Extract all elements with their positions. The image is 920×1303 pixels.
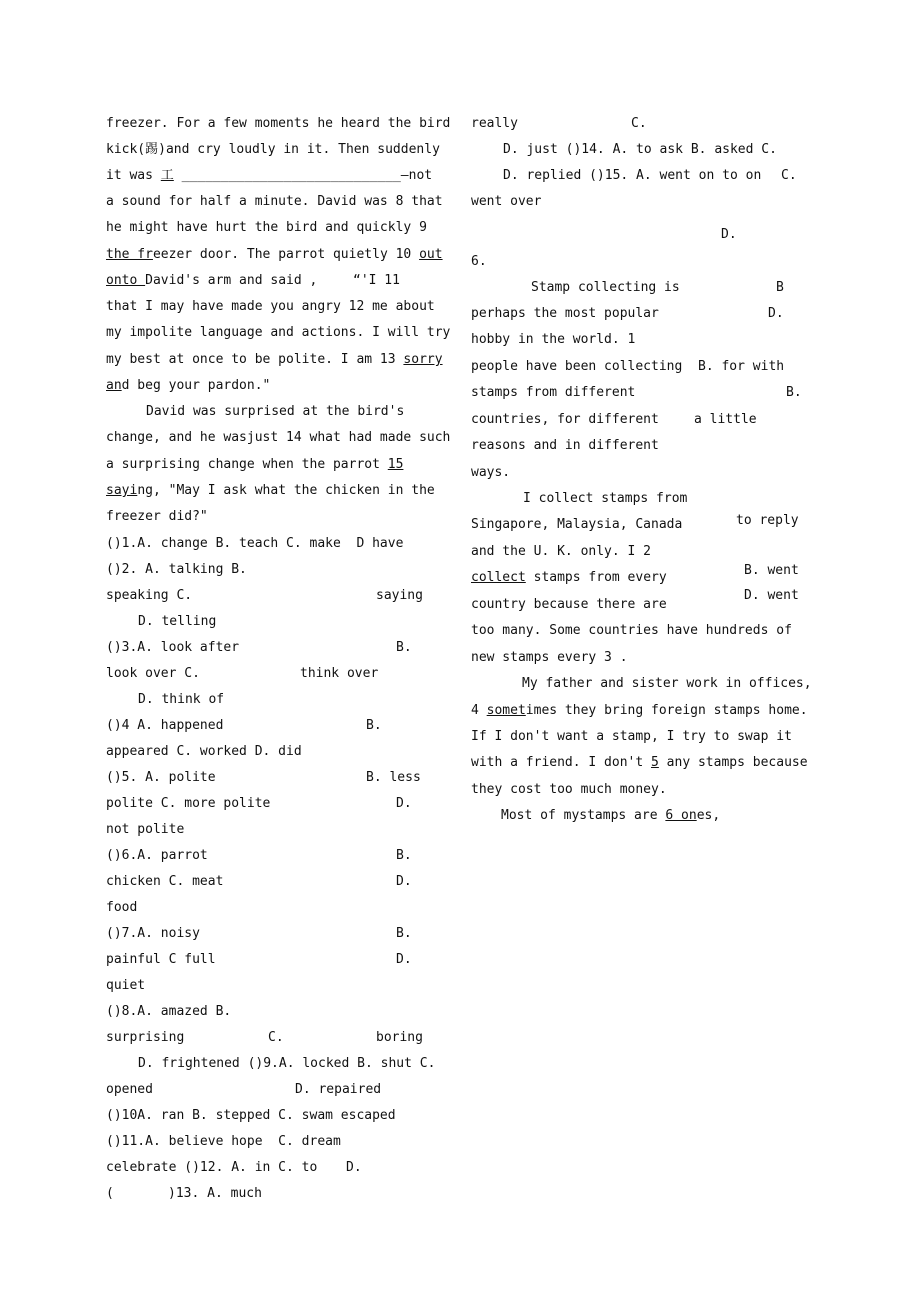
blank-line: ____________________________ xyxy=(181,168,401,183)
option-line: surprising xyxy=(106,1030,185,1045)
passage-line: ways. xyxy=(471,465,511,480)
passage-line: If I don't want a stamp, I try to swap it xyxy=(471,729,792,744)
section-number: 6. xyxy=(471,254,487,269)
option-line: polite C. more polite xyxy=(106,796,271,811)
option-line: painful C full xyxy=(106,952,216,967)
option-line: opened xyxy=(106,1082,153,1097)
underlined-text: onto xyxy=(106,273,146,288)
passage-text: with a friend. I don't xyxy=(471,755,652,770)
passage-line xyxy=(106,377,270,395)
option-line: really xyxy=(471,116,518,131)
passage-line: country because there are xyxy=(471,597,667,612)
option-line: B. xyxy=(786,385,802,400)
passage-line: freezer did?" xyxy=(106,509,208,524)
option-line: ()2. A. talking B. xyxy=(106,562,247,577)
option-line: a little xyxy=(694,412,757,427)
passage-line xyxy=(106,482,435,500)
passage-line: countries, for different xyxy=(471,412,659,427)
passage-line xyxy=(471,702,808,720)
passage-line xyxy=(471,754,808,772)
passage-line: hobby in the world. 1 xyxy=(471,332,636,347)
passage-text: my best at once to be polite. I am 13 xyxy=(106,352,404,367)
passage-text: —not xyxy=(400,168,433,183)
passage-text: imes they bring foreign stamps home. xyxy=(525,703,808,718)
passage-line: reasons and in different xyxy=(471,438,659,453)
passage-line: Singapore, Malaysia, Canada xyxy=(471,517,683,532)
underlined-text: 6 on xyxy=(665,808,697,823)
option-line: D. replied ()15. A. went on to on xyxy=(503,168,762,183)
option-line: D. xyxy=(396,874,412,889)
underlined-text: out xyxy=(419,247,443,262)
option-line: to reply xyxy=(736,513,799,528)
option-line: look over C. xyxy=(106,666,200,681)
option-line: D. went xyxy=(744,588,799,603)
passage-line: My father and sister work in offices, xyxy=(522,676,812,691)
option-line: B. for with xyxy=(698,359,785,374)
option-line: appeared C. worked D. did xyxy=(106,744,302,759)
option-line: speaking C. xyxy=(106,588,193,603)
option-line: ()8.A. amazed B. xyxy=(106,1004,232,1019)
option-line: C. xyxy=(781,168,797,183)
underlined-text: 15 xyxy=(387,457,404,472)
passage-line: they cost too much money. xyxy=(471,782,667,797)
option-line: C. xyxy=(268,1030,284,1045)
underlined-text: somet xyxy=(486,703,526,718)
passage-line: I collect stamps from xyxy=(523,491,688,506)
option-line: D. just ()14. A. to ask B. asked C. xyxy=(503,142,777,157)
option-line: B. xyxy=(396,848,412,863)
passage-line: freezer. For a few moments he heard the bird xyxy=(106,116,451,131)
passage-line xyxy=(471,569,667,587)
passage-text: stamps from every xyxy=(525,570,667,585)
underlined-text: collect xyxy=(471,570,526,585)
passage-line: that I may have made you angry 12 me about xyxy=(106,299,435,314)
option-line: D. xyxy=(396,952,412,967)
option-line: food xyxy=(106,900,138,915)
passage-mark: 工 xyxy=(160,168,174,183)
passage-line: perhaps the most popular xyxy=(471,306,659,321)
passage-line xyxy=(501,807,720,825)
passage-text: any stamps because xyxy=(658,755,808,770)
option-line: B xyxy=(776,280,784,295)
option-line: D. xyxy=(346,1160,362,1175)
passage-text: Most of mystamps are xyxy=(501,808,666,823)
option-line: chicken C. meat xyxy=(106,874,224,889)
passage-line xyxy=(106,272,317,290)
passage-line: a sound for half a minute. David was 8 that xyxy=(106,194,443,209)
passage-line: new stamps every 3 . xyxy=(471,650,628,665)
passage-line xyxy=(106,456,403,474)
passage-text: “'I 11 xyxy=(353,273,400,288)
option-line: B. xyxy=(396,640,412,655)
option-line: boring xyxy=(376,1030,423,1045)
option-line: celebrate ()12. A. in C. to xyxy=(106,1160,318,1175)
option-line: ()7.A. noisy xyxy=(106,926,200,941)
passage-line: too many. Some countries have hundreds of xyxy=(471,623,792,638)
option-line: D. frightened ()9.A. locked B. shut C. xyxy=(138,1056,436,1071)
underlined-text: sayi xyxy=(106,483,138,498)
passage-line: and the U. K. only. I 2 xyxy=(471,544,652,559)
passage-line: Stamp collecting is xyxy=(531,280,680,295)
option-line: )13. A. much xyxy=(168,1186,262,1201)
passage-text: a surprising change when the parrot xyxy=(106,457,388,472)
option-line: ()4 A. happened xyxy=(106,718,224,733)
option-line: ()5. A. polite xyxy=(106,770,216,785)
passage-line: David was surprised at the bird's xyxy=(146,404,405,419)
passage-line: people have been collecting xyxy=(471,359,683,374)
underlined-text: sorry xyxy=(403,352,443,367)
option-line: D. xyxy=(768,306,784,321)
option-line: D. xyxy=(721,227,737,242)
option-line: ()6.A. parrot xyxy=(106,848,208,863)
underlined-text: 5 xyxy=(651,755,659,770)
option-line: B. xyxy=(396,926,412,941)
option-line: ()3.A. look after xyxy=(106,640,240,655)
passage-text: it was xyxy=(106,168,153,183)
passage-text: d beg your pardon." xyxy=(121,378,271,393)
option-line: B. went xyxy=(744,563,799,578)
underlined-text: the fr xyxy=(106,247,153,262)
option-line: ()1.A. change B. teach C. make D have xyxy=(106,536,404,551)
option-line: saying xyxy=(376,588,423,603)
passage-text: ng, "May I ask what the chicken in the xyxy=(137,483,435,498)
passage-line xyxy=(106,167,432,185)
passage-line xyxy=(106,246,443,264)
option-line: went over xyxy=(471,194,542,209)
option-line: think over xyxy=(300,666,379,681)
passage-line xyxy=(106,351,443,369)
underlined-text: an xyxy=(106,378,122,393)
passage-text: eezer door. The parrot quietly 10 xyxy=(152,247,420,262)
option-line: ()11.A. believe hope C. dream xyxy=(106,1134,341,1149)
passage-line: he might have hurt the bird and quickly 9 xyxy=(106,220,427,235)
option-line: C. xyxy=(631,116,647,131)
passage-text: es, xyxy=(696,808,721,823)
option-line: B. xyxy=(366,718,382,733)
option-line: not polite xyxy=(106,822,185,837)
option-line: quiet xyxy=(106,978,146,993)
option-line: D. repaired xyxy=(295,1082,382,1097)
passage-text: 4 xyxy=(471,703,487,718)
passage-line: stamps from different xyxy=(471,385,636,400)
option-line: D. think of xyxy=(138,692,225,707)
passage-text: David's arm and said , xyxy=(145,273,318,288)
option-line: ( xyxy=(106,1186,114,1201)
passage-line: change, and he wasjust 14 what had made such xyxy=(106,430,451,445)
passage-line: kick(踢)and cry loudly in it. Then suddenly xyxy=(106,142,440,157)
option-line: B. less xyxy=(366,770,421,785)
option-line: D. xyxy=(396,796,412,811)
passage-line: my impolite language and actions. I will try xyxy=(106,325,451,340)
option-line: D. telling xyxy=(138,614,217,629)
option-line: ()10A. ran B. stepped C. swam escaped xyxy=(106,1108,396,1123)
